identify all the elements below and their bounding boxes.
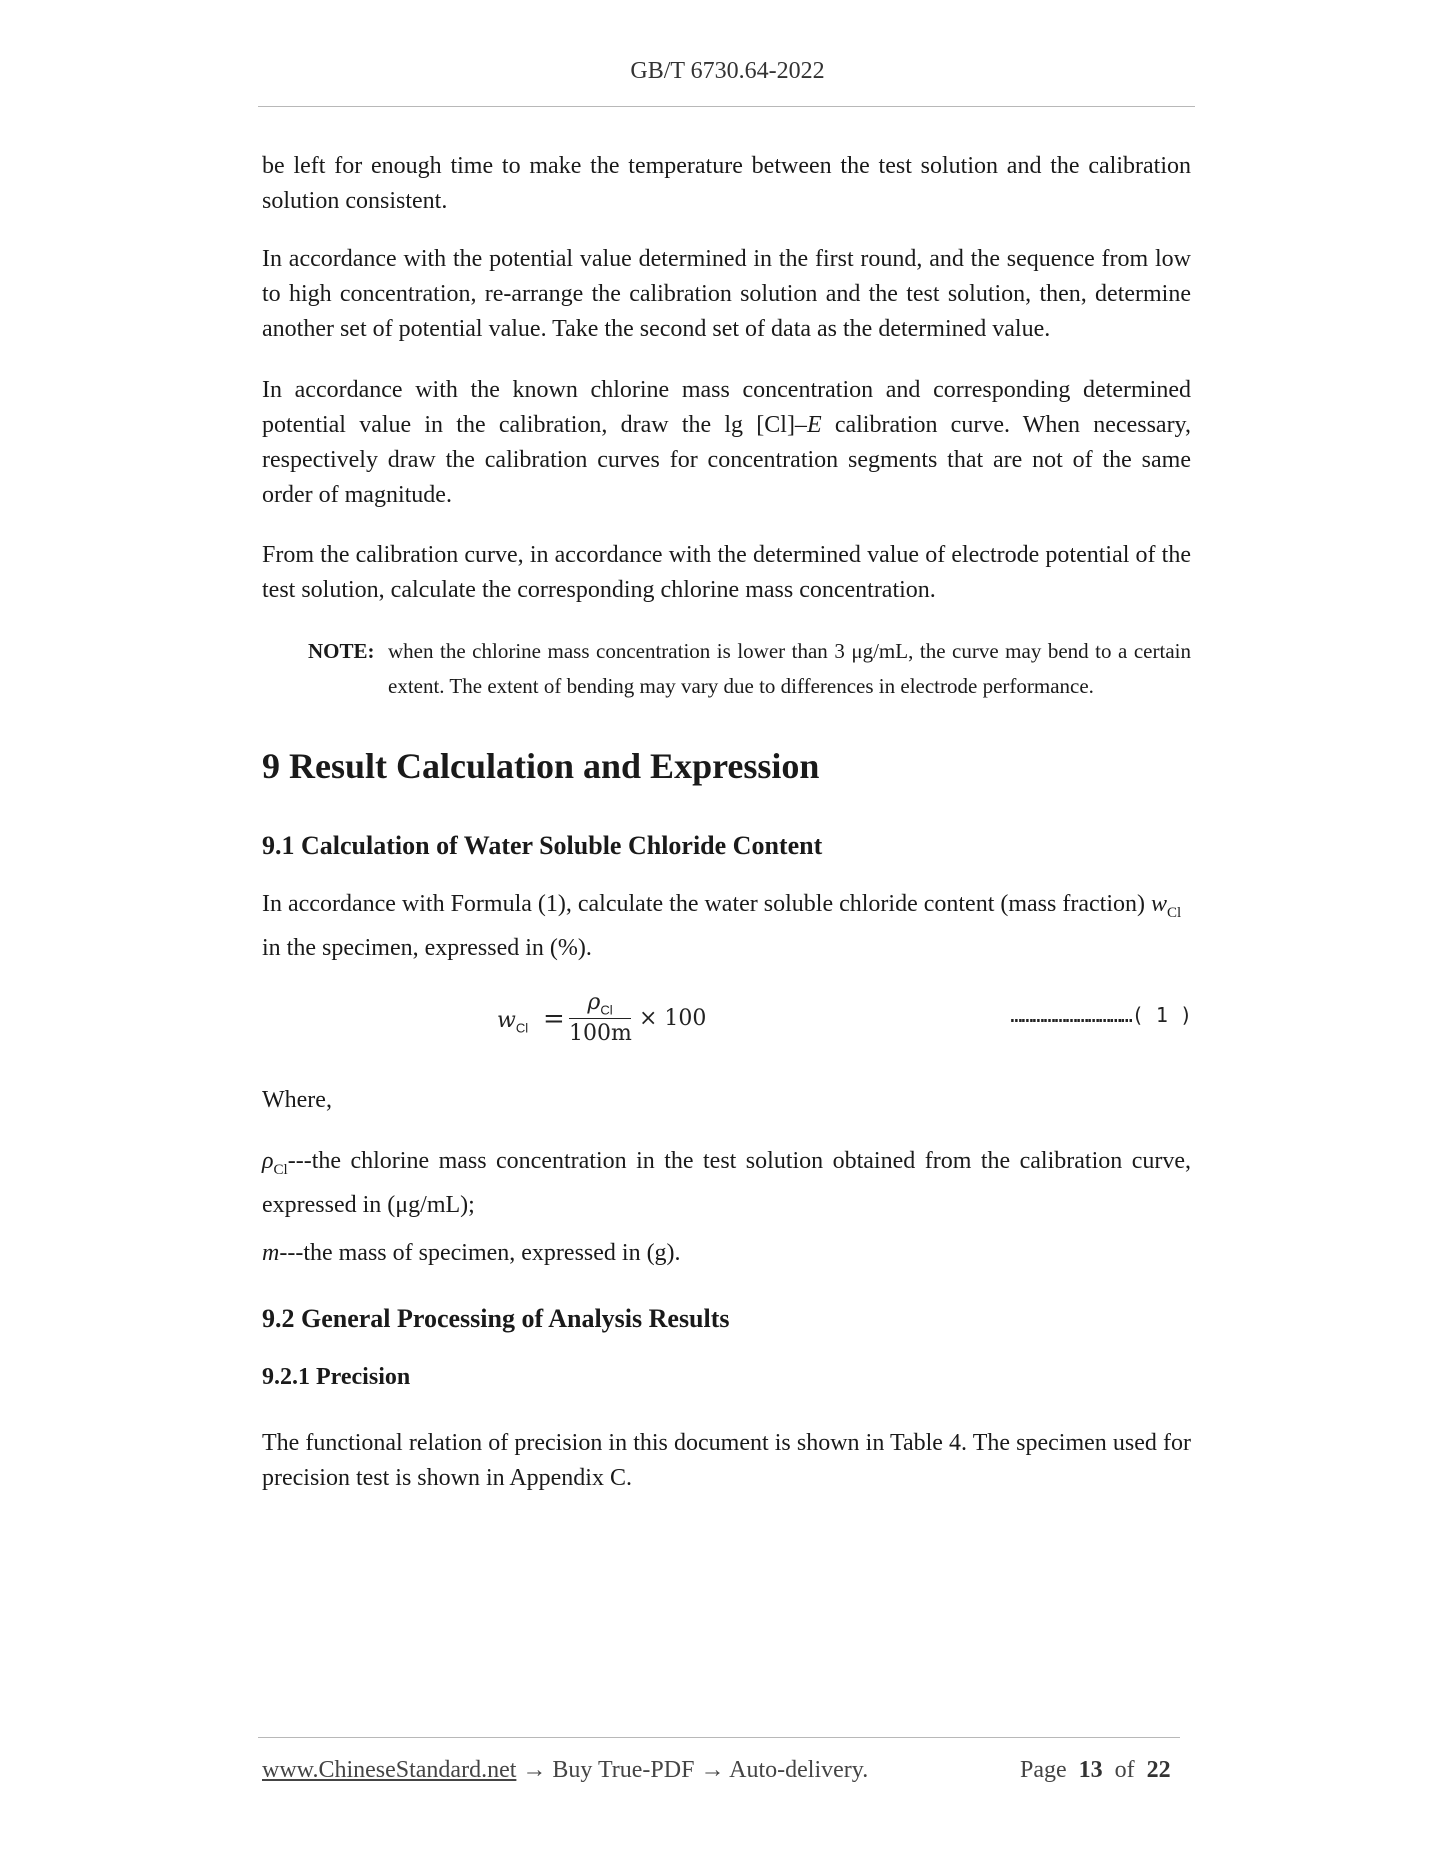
- buy-pdf-text: Buy True-PDF: [552, 1757, 695, 1783]
- paragraph-1: [262, 149, 1191, 219]
- footer-arrow-icon: →: [516, 1757, 553, 1783]
- footer-divider: [258, 1737, 1180, 1738]
- paragraph-3: [262, 373, 1191, 513]
- of-word: of: [1114, 1757, 1135, 1783]
- formula-number: [862, 1003, 1192, 1027]
- definition-rho-text: [262, 1144, 1191, 1223]
- note-block: [308, 634, 1191, 704]
- section-9-2-1-paragraph: [262, 1426, 1191, 1496]
- formula-numerator: [569, 990, 631, 1018]
- rho-symbol-sub: Cl: [273, 1161, 288, 1178]
- formula-fraction: [569, 990, 631, 1047]
- formula-leader-dots: ……………………………: [1010, 1003, 1132, 1027]
- note-label: NOTE:: [308, 639, 375, 663]
- definition-m: [262, 1236, 1191, 1271]
- wcl-symbol-sub: Cl: [1167, 904, 1182, 921]
- current-page: 13: [1078, 1757, 1103, 1783]
- paragraph-3-part-a: In accordance with the known chlorine mass concentration and corresponding determined potential value in the calibration, draw the lg [Cl]–: [262, 377, 1191, 438]
- definition-rho-desc: ---the chlorine mass concentration in the test solution obtained from the calibration curve, expressed in (μg/mL);: [262, 1148, 1191, 1218]
- definition-m-text: [262, 1236, 1191, 1271]
- wcl-symbol-main: w: [1150, 891, 1167, 917]
- definition-m-desc: ---the mass of specimen, expressed in (g).: [279, 1240, 681, 1266]
- section-9-1-text-b: in the specimen, expressed in (%).: [262, 934, 592, 961]
- section-9-1-title: 9.1 Calculation of Water Soluble Chloride Content: [262, 831, 823, 860]
- page-word: Page: [1020, 1757, 1067, 1783]
- m-symbol: m: [262, 1240, 280, 1266]
- total-pages: 22: [1146, 1757, 1171, 1783]
- footer-links: [262, 1757, 868, 1784]
- formula-lhs: [497, 1008, 528, 1035]
- where-label: [262, 1083, 1191, 1118]
- formula-equals: =: [543, 1004, 565, 1034]
- paragraph-1-text: be left for enough time to make the temperature between the test solution and the calibration solution consistent.: [262, 153, 1191, 214]
- section-9-1-paragraph: [262, 887, 1191, 966]
- paragraph-2: [262, 242, 1191, 347]
- section-9-title: 9 Result Calculation and Expression: [262, 746, 820, 786]
- potential-symbol: E: [806, 412, 822, 438]
- section-9-1-text: [262, 887, 1191, 966]
- formula-times-100: × 100: [639, 1006, 707, 1031]
- auto-delivery-text: Auto-delivery.: [729, 1757, 869, 1783]
- fraction-bar: [569, 1018, 631, 1019]
- section-9-2-title: 9.2 General Processing of Analysis Results: [262, 1304, 730, 1333]
- website-link[interactable]: www.ChineseStandard.net: [262, 1757, 517, 1783]
- where-text: Where,: [262, 1087, 332, 1113]
- formula-denominator: 100m: [569, 1021, 632, 1046]
- formula-rho-sub: Cl: [600, 1002, 613, 1018]
- rho-symbol: [262, 1148, 288, 1178]
- rho-symbol-main: ρ: [262, 1148, 274, 1174]
- paragraph-2-text: In accordance with the potential value determined in the first round, and the sequence from low to high concentration, re-arrange the calibration solution and the test solution, then, determine another set of potential value. Take the second set of data as the determined value.: [262, 246, 1191, 342]
- section-9-2-1-text: The functional relation of precision in this document is shown in Table 4. The specimen used for precision test is shown in Appendix C.: [262, 1430, 1191, 1491]
- paragraph-4: [262, 538, 1191, 608]
- section-9-1-text-a: In accordance with Formula (1), calculate the water soluble chloride content (mass fraction): [262, 891, 1151, 917]
- paragraph-4-text: From the calibration curve, in accordance with the determined value of electrode potential of the test solution, calculate the corresponding chlorine mass concentration.: [262, 542, 1191, 603]
- header-divider: [258, 106, 1195, 107]
- note-text: when the chlorine mass concentration is lower than 3 μg/mL, the curve may bend to a certain extent. The extent of bending may vary due to differences in electrode performance.: [388, 639, 1191, 698]
- section-9-2-1-title: 9.2.1 Precision: [262, 1364, 411, 1390]
- paragraph-3-text: [262, 373, 1191, 513]
- formula-lhs-sub: Cl: [515, 1020, 529, 1036]
- document-header: GB/T 6730.64-2022: [630, 58, 825, 84]
- formula-lhs-symbol: w: [497, 1008, 516, 1033]
- formula-rho: ρ: [587, 990, 601, 1015]
- wcl-symbol: [1150, 891, 1182, 921]
- footer-arrow-icon-2: →: [694, 1757, 730, 1783]
- paragraph-3-part-b: calibration curve. When necessary, respectively draw the calibration curves for concentration segments that are not of the same order of magnitude.: [262, 412, 1191, 508]
- formula-number-label: ( 1 ): [1131, 1003, 1192, 1027]
- definition-rho: [262, 1144, 1191, 1223]
- page-number: [1020, 1757, 1171, 1784]
